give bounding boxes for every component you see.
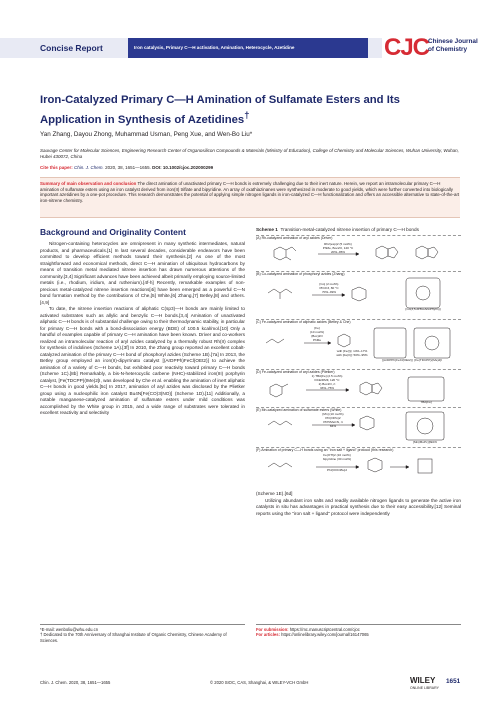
catalyst-labels-c: [(ArDPPh)FeCl(OEt2)] [Fe(TDCPP)(IMe)2]I <box>381 358 443 362</box>
footnotes-right <box>256 624 461 638</box>
keyword-banner: Iron catalysis, Primary C—H activation, Amination, Heterocycle, Azetidine <box>128 38 368 58</box>
page-number: 1651 <box>446 678 461 685</box>
conditions-e: [Mn] (10 mol%) PhI(OPiv)2 PhH/MeCN, rt 84% <box>322 412 344 428</box>
conditions-a: Rh2(esp)2 (5 mol%) PhMe, Boc2O, 120 °C 20%–95% <box>322 242 354 254</box>
scheme-ref: (Scheme 1E).[6d] <box>256 491 293 496</box>
conditions-f: Fe(OTf)2 (10 mol%) bipyridine (30 mol%) PhI(OOCtBu)2 <box>322 453 352 472</box>
citation-line <box>40 165 460 171</box>
benzene-ring-a <box>274 247 286 260</box>
right-column <box>256 227 461 517</box>
section-label: Concise Report <box>40 43 103 53</box>
article-title: Iron-Catalyzed Primary C—H Amination of Sulfamate Esters and Its Application in Synthesis of Azetidines† <box>40 94 400 126</box>
summary-label: Summary of main observation and conclusion <box>40 181 137 186</box>
footnotes-left <box>40 624 245 643</box>
left-column <box>40 227 245 417</box>
conditions-c: [Fe] (10 mol%) (Boc)2O PhMe <box>309 326 325 342</box>
page-footer <box>40 676 461 690</box>
paragraph: Nitrogen-containing heterocycles are omnipresent in many synthetic intermediates, natural products, and pharmaceuticals.[1] In last several decades, considerable endeavors have been committed to develop efficient methods toward their synthesis.[2] As one of the most straightforward and economical methods, direct C—H amination of ubiquitous hydrocarbons by means of transition metal mediated nitrene insertion has drawn numerous attentions of the community.[3,4] Significant advances have been achieved albeit primarily employing source-limited metals (i.e., rhodium, iridium, and ruthenium).[4f-h] Recently, remarkable examples of non-precious metal-catalyzed nitrene insertion reactions[4i] have been emerged as a powerful C—N bond formation method by the contributions of Che,[5] White,[6] Zhang,[7] Betley,[8] and others.[4,9] <box>40 241 245 305</box>
journal-logo[interactable] <box>382 34 496 62</box>
articles-line: For articles: https://onlinelibrary.wiley.com/journal/16147065 <box>256 632 369 638</box>
email-footnote[interactable]: *E-mail: wenboliu@whu.edu.cn <box>40 627 99 632</box>
body-text-left <box>40 241 245 417</box>
yields-c: with [Fe(I)]: 14%–17% with [Fe(II)]: 50%–95% <box>336 349 368 357</box>
page-header <box>0 34 496 61</box>
summary-text: The direct amination of unactivated primary C—H bonds is extremely challenging due to their inert nature. Herein, we report an intramolecular primary C—H amination of sulfamate esters using an iron catalyst derived from iron(II) triflate and bipyridine. An array of oxathiazinanes were synthesized in moderate to good yields, which were further converted into biologically important azetidines by a one-pot procedure. This research demonstrates the potential of applying simple nitrogen ligands in iron-catalyzed C—H functionalization and offers an accessible alternative to state-of-the-art iron-nitrene chemistry. <box>40 181 460 203</box>
author-list: Yan Zhang, Dayou Zhong, Muhammad Usman, Peng Xue, and Wen-Bo Liu* <box>40 131 253 138</box>
submission-link[interactable]: https://mc.manuscriptcentral.com/cjoc <box>289 627 360 632</box>
cite-journal: Chin. J. Chem. <box>74 165 104 170</box>
affiliation: Sauvage Center for Molecular Sciences, Engineering Research Center of Organosilicon Compounds & Materials (Ministry of Education), College of Chemistry and Molecular Sciences, Wuhan University, Wuhan, Hubei 430072, China <box>40 148 459 159</box>
logo-mark: CJC <box>384 34 430 61</box>
body-text-right <box>256 491 461 517</box>
catalyst-label-e: [Mn(tBuPc)]SbF6 <box>413 440 437 444</box>
cite-label: Cite this paper: <box>40 165 73 170</box>
footer-copyright: © 2020 SIOC, CAS, Shanghai, & WILEY-VCH GmbH <box>210 680 309 685</box>
logo-name: Chinese Journal of Chemistry <box>428 38 478 53</box>
scheme-panel-d: (D) Fe-catalyzed amination of aryl azides (Plietker) <box>256 369 461 375</box>
footer-journal-ref: Chin. J. Chem. 2020, 38, 1651—1655 <box>40 680 111 685</box>
catalyst-label-d: TBA[Fe] <box>420 400 432 404</box>
doi-link[interactable]: DOI: 10.1002/cjoc.202000299 <box>152 165 214 170</box>
dedication-footnote: † Dedicated to the 70th Anniversary of Shanghai Institute of Organic Chemistry, Chinese Academy of Sciences. <box>40 632 227 643</box>
section-heading: Background and Originality Content <box>40 227 186 237</box>
scheme-panel-e: (E) Mn-catalyzed amination of sulfamate esters (White) <box>256 407 461 413</box>
summary-box <box>40 177 460 218</box>
paragraph: To date, the nitrene insertion reactions of aliphatic C(sp3)—H bonds are mainly limited to activated substrates such as allylic and benzylic C—H bonds.[3,4] Amination of unactivated aliphatic C—H bonds is of substantial challenge owing to their thermodynamic stability, in particular for primary C—H bonds with a bond-dissociation energy (BDE) of 100.5 kcal/mol.[10] Only a handful of examples capable of primary C—H amination have been known. Driver and co-workers realized an intramolecular reaction of aryl azides catalyzed by a thermally robust Rh(II) complex for synthesis of indolines (Scheme 1A).[3f] In 2010, the Zhang group reported an excellent cobalt-catalyzed amination of the primary C—H bond of phosphoryl azides (Scheme 1B).[7a] In 2013, the Betley group employed an iron(II)-dipyrrinato catalyst [(ArDPPh)FeCl(OEt2)] to achieve the amination of a variety of C—H bonds, but exhibited poor reactivity toward primary C—H bonds (Scheme 1C).[8b] Remarkably, a bis-N-heterocyclic carbene (NHC)-stabilized iron(III) porphyrin catalyst, [Fe(TDCPP)(IMe)2]I, was developed by Che et al. enabling the amination of inert aliphatic C—H bonds in good yields.[5c] In 2017, amination of aryl azides was disclosed by the Plietker group using a nucleophilic iron catalyst Bu4N[Fe(CO)3(NO)] (Scheme 1D).[11] Additionally, a notable manganese-catalyzed amination of sulfamate esters under mild conditions was accomplished by the White group in 2015, and a wide range of substrates were tolerated in excellent reactivity and selectivity <box>40 306 245 415</box>
catalyst-label-b: [Co(3,5-di'Bu-AcePhyrin)] <box>405 307 441 311</box>
conditions-b: [Co] (2 mol%) PhCF3, 80 °C 70%–99% <box>319 282 339 294</box>
scheme-panel-a: (A) Rh-catalyzed amination of aryl azides (Driver) <box>256 235 461 241</box>
conditions-d: 1) TBA[Fe] (2.5 mol%) DCE/DMF, 120 °C 2) Boc2O, rt 33%–75% <box>311 374 343 390</box>
cite-ref: 2020, 38, 1651—1655. <box>105 165 151 170</box>
scheme-caption: Scheme 1 Transition-metal-catalyzed nitrene insertion of primary C—H bonds <box>256 227 419 232</box>
submission-line: For submission: https://mc.manuscriptcentral.com/cjoc <box>256 627 360 632</box>
paragraph: Utilizing abundant iron salts and readily available nitrogen ligands to generate the active iron catalysts in situ has advantages in practical synthesis due to their easy accessibility.[12] Seminal reports using the "iron salt + ligand" protocol were independently <box>256 497 461 516</box>
reaction-scheme <box>256 235 461 491</box>
scheme-panel-c: (C) Fe-catalyzed amination of aliphatic azides (Betley & Che) <box>256 319 461 325</box>
scheme-panel-b: (B) Co-catalyzed amination of phosphoryl azides (Zhang) <box>256 271 461 277</box>
articles-link[interactable]: https://onlinelibrary.wiley.com/journal/16147065 <box>281 632 369 638</box>
scheme-panel-f: (F) Amination of primary C—H bonds using an "iron salt + ligand" protocol (this research) <box>256 447 461 453</box>
publisher-logo[interactable]: WILEY ONLINE LIBRARY <box>410 676 439 690</box>
